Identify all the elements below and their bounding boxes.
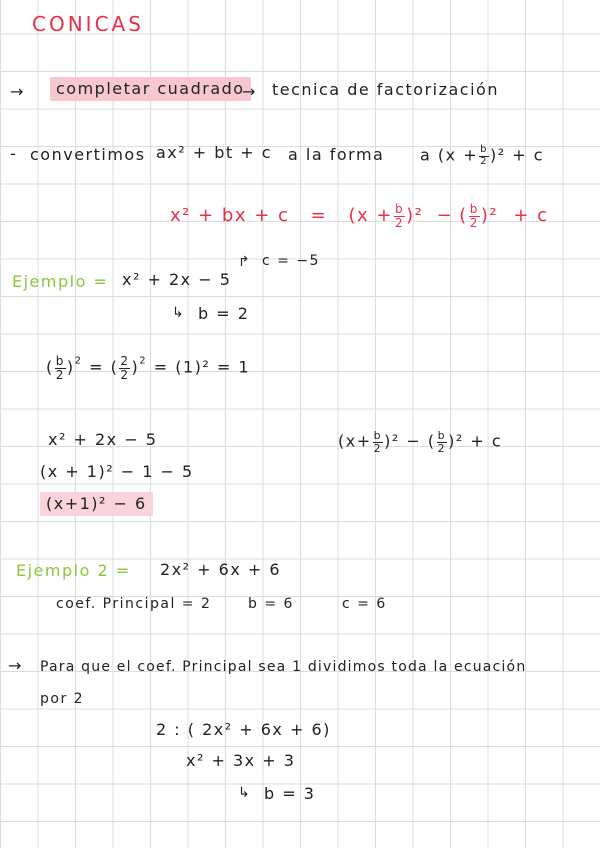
frac-num: b [373, 429, 383, 442]
formula-minus: − [436, 205, 454, 227]
side-open: (x+ [338, 431, 372, 451]
arrow-right-icon: → [8, 656, 22, 675]
coef-principal: coef. Principal = 2 [56, 596, 212, 612]
frac-num: b [394, 202, 405, 216]
frac-den: 2 [120, 367, 130, 382]
side-tail: ² + c [455, 431, 503, 451]
example-2-expression: 2x² + 6x + 6 [160, 560, 282, 579]
arrow-down-right-icon: ↳ [238, 785, 250, 801]
formula-p1-open: (x + [348, 205, 393, 227]
frac-den: 2 [394, 215, 405, 230]
side-formula: (x+ $\frac{b}{2}$ )² − ( $\frac{b}{2}$ )² + c [338, 429, 503, 455]
step-result: = (1)² = 1 [153, 357, 251, 377]
c-note: c = −5 [262, 253, 320, 269]
frac-den: 2 [480, 155, 488, 167]
formula-p1-close: )² [406, 205, 424, 227]
arrow-right-icon: → [242, 82, 256, 101]
definition-text: tecnica de factorización [272, 80, 499, 99]
frac-den: 2 [373, 441, 383, 455]
frac-num: b [469, 202, 479, 216]
frac-num: b [480, 144, 488, 155]
derivation-line-1: x² + 2x − 5 [48, 430, 158, 449]
general-expression: ax² + bt + c [156, 143, 273, 162]
division-line-2: x² + 3x + 3 [186, 751, 296, 770]
vertex-form-lead: a (x + [420, 145, 479, 165]
division-result: b = 3 [264, 784, 316, 803]
half-b-squared-step: ( $\frac{b}{2}$ )$^2$ = ( $\frac{2}{2}$ )$^2$ = (1)² = 1 [46, 354, 251, 382]
b-note: b = 2 [198, 304, 250, 323]
formula-lhs: x² + bx + c [170, 205, 290, 227]
formula-p2-close: ² [489, 205, 499, 227]
c-value: c = 6 [342, 596, 387, 612]
arrow-down-right-icon: ↳ [172, 305, 184, 321]
bullet: - [10, 144, 16, 163]
arrow-right-icon: → [10, 82, 24, 101]
frac-den: 2 [55, 367, 65, 382]
vertex-form [420, 145, 544, 167]
page-title: CONICAS [32, 12, 144, 36]
frac-num: b [437, 429, 447, 442]
division-line-1: 2 : ( 2x² + 6x + 6) [156, 720, 331, 739]
formula-plus-c: + c [513, 205, 549, 227]
formula-equals: = [310, 205, 328, 227]
example-1-label: Ejemplo = [12, 272, 109, 291]
frac-den: 2 [437, 441, 447, 455]
convertimos-text: convertimos [30, 145, 146, 164]
arrow-up-right-icon: ↱ [238, 254, 250, 270]
b-value: b = 6 [248, 596, 294, 612]
derivation-line-2: (x + 1)² − 1 − 5 [40, 462, 194, 481]
note-text-2: por 2 [40, 691, 85, 707]
side-mid: )² − [384, 431, 422, 451]
frac-den: 2 [469, 215, 479, 230]
vertex-form-tail: )² + c [489, 145, 544, 165]
derivation-result: (x+1)² − 6 [40, 492, 153, 516]
frac-num: b [55, 354, 65, 368]
forma-text: a la forma [288, 145, 385, 164]
completing-square-formula: x² + bx + c = (x + $\frac{b}{2}$ )² − ( $\frac{b}{2}$ )² + c [170, 202, 549, 230]
example-1-expression: x² + 2x − 5 [122, 270, 232, 289]
frac-num: 2 [120, 354, 130, 368]
note-text: Para que el coef. Principal sea 1 dividimos toda la ecuación [40, 659, 527, 675]
highlighted-term: completar cuadrado [50, 77, 251, 101]
example-2-label: Ejemplo 2 = [16, 561, 131, 580]
